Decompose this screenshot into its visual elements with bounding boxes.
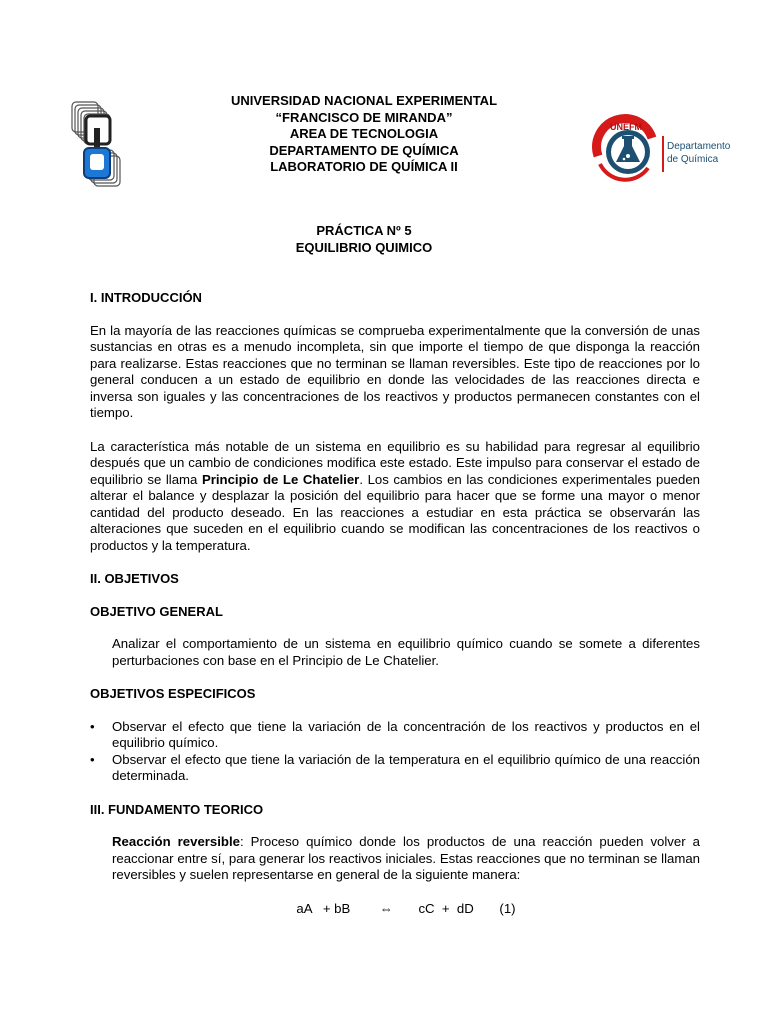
institution-header — [190, 93, 538, 176]
specific-objectives-heading: OBJETIVOS ESPECIFICOS — [90, 686, 256, 701]
dept-label-line1: Departamento — [667, 141, 731, 152]
seal-text: UNEFM — [610, 122, 642, 132]
practice-name: EQUILIBRIO QUIMICO — [295, 239, 433, 255]
reversible-reaction-term: Reacción reversible — [112, 834, 240, 849]
intro-paragraph-2: La característica más notable de un sistema en equilibrio es su habilidad para regresar al equilibrio después que un cambio de condiciones modifica este estado. Este impulso para conservar el estado de equilibrio se llama Principio de Le Chatelier. Los cambios en las condiciones experimentales pueden alterar el balance y desplazar la posición del equilibrio para hacer que se forme una mayor o menor cantidad del producto deseado. En las reacciones a estudiar en esta práctica se observarán las alteraciones que suceden en el equilibrio cuando se modifican las concentraciones de los reactivos o productos y la temperatura. — [90, 438, 700, 553]
reversible-reaction-definition: Reacción reversible: Proceso químico donde los productos de una reacción pueden volver a reaccionar entre sí, para generar los reactivos iniciales. Estas reacciones que no terminan se llaman reversibles y suelen representarse en general de la siguiente manera: — [112, 834, 700, 882]
bullet-icon: • — [90, 751, 95, 767]
dept-label-line2: de Química — [667, 154, 719, 165]
general-objective-heading: OBJETIVO GENERAL — [90, 603, 223, 619]
general-objective-text: Analizar el comportamiento de un sistema en equilibrio químico cuando se somete a diferentes perturbaciones con base en el Principio de Le Chatelier. — [112, 636, 700, 668]
theory-heading: III. FUNDAMENTO TEORICO — [90, 801, 264, 817]
practice-number: PRÁCTICA Nº 5 — [316, 223, 412, 238]
header-line-area: AREA DE TECNOLOGIA — [289, 126, 439, 141]
list-item: • Observar el efecto que tiene la variación de la temperatura en el equilibrio químico de una reacción determinada. — [90, 751, 700, 783]
document-body — [90, 290, 700, 917]
practice-title — [190, 223, 538, 256]
header-line-university: UNIVERSIDAD NACIONAL EXPERIMENTAL — [230, 93, 498, 108]
specific-objectives-list — [90, 719, 700, 785]
university-chain-logo-icon — [68, 98, 124, 194]
objectives-heading: II. OBJETIVOS — [90, 571, 179, 586]
bullet-icon: • — [90, 718, 95, 734]
intro-heading: I. INTRODUCCIÓN — [90, 290, 202, 305]
intro-paragraph-1: En la mayoría de las reacciones químicas se comprueba experimentalmente que la conversión de unas sustancias en otras es a menudo incompleta, sin que importe el tiempo de que disponga la reacción para realizarse. Estas reacciones que no terminan se llaman reversibles. Este tipo de reacciones por lo general conducen a un estado de equilibrio en donde las velocidades de las reacciones directa e inversa son iguales y las concentraciones de los reactivos y productos permanecen constantes con el tiempo. — [90, 322, 700, 420]
chemistry-department-logo-icon — [592, 116, 731, 184]
header-line-name: “FRANCISCO DE MIRANDA” — [275, 109, 453, 125]
list-item: • Observar el efecto que tiene la variación de la concentración de los reactivos y productos en el equilibrio químico. — [90, 718, 700, 750]
reaction-equation: aA + bB ⇔ cC + dD (1) — [296, 900, 516, 916]
header-line-laboratory: LABORATORIO DE QUÍMICA II — [270, 159, 458, 174]
le-chatelier-term: Principio de Le Chatelier — [201, 471, 360, 487]
header-line-department: DEPARTAMENTO DE QUÍMICA — [269, 142, 459, 158]
